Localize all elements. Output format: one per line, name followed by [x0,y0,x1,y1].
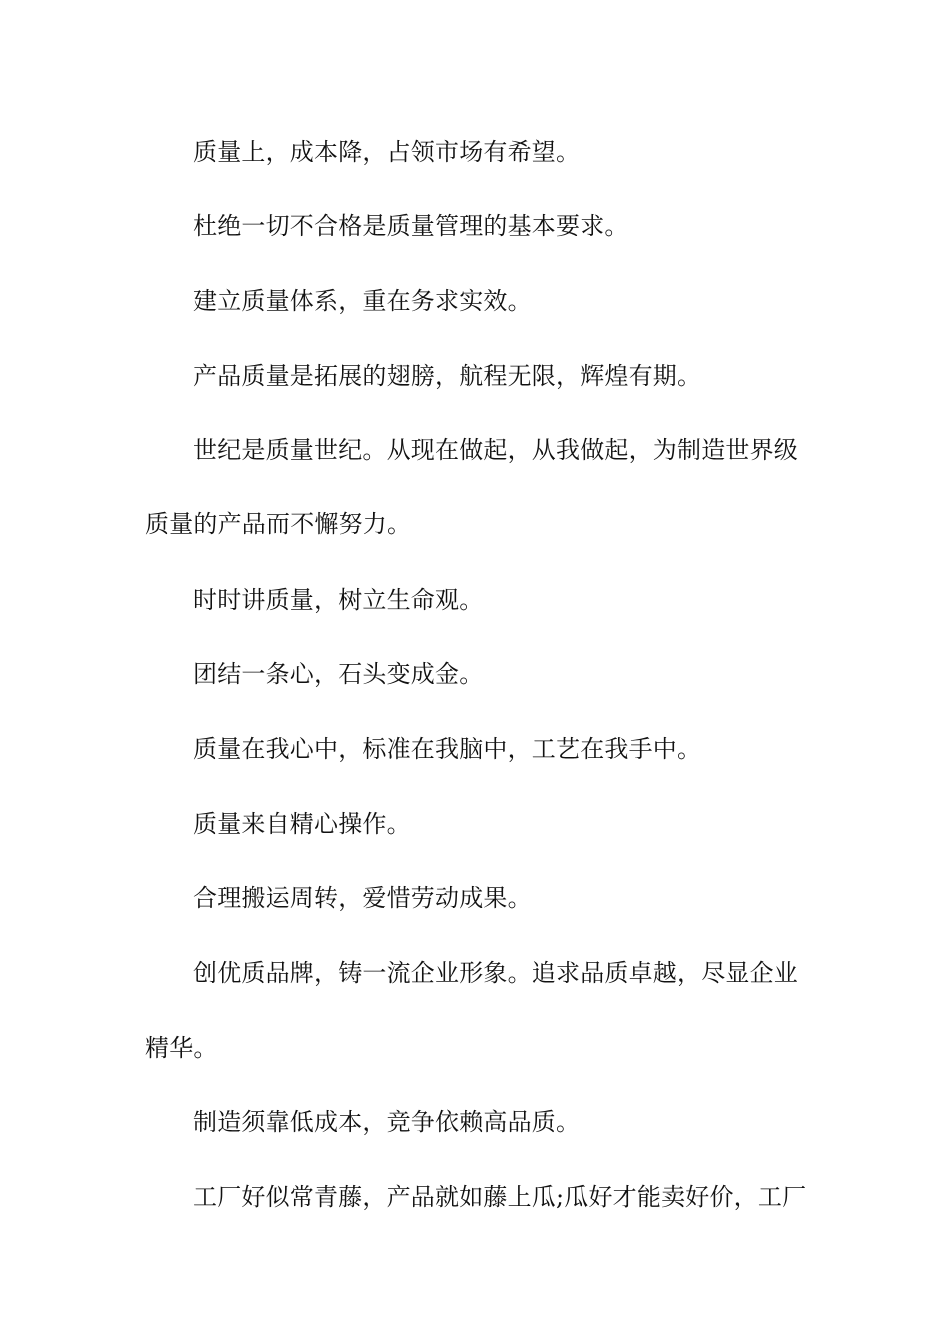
text-line: 建立质量体系，重在务求实效。 [193,287,532,315]
text-line: 质量来自精心操作。 [193,810,411,838]
text-line: 时时讲质量，树立生命观。 [193,586,484,614]
text-line: 杜绝一切不合格是质量管理的基本要求。 [193,212,629,240]
text-line: 合理搬运周转，爱惜劳动成果。 [193,884,532,912]
text-line: 制造须靠低成本，竞争依赖高品质。 [193,1108,581,1136]
text-line: 质量在我心中，标准在我脑中，工艺在我手中。 [193,735,702,763]
text-line: 世纪是质量世纪。从现在做起，从我做起，为制造世界级 [193,436,798,464]
text-line: 工厂好似常青藤，产品就如藤上瓜;瓜好才能卖好价，工厂 [193,1183,807,1211]
text-line: 创优质品牌，铸一流企业形象。追求品质卓越，尽显企业 [193,959,798,987]
text-line: 产品质量是拓展的翅膀，航程无限，辉煌有期。 [193,362,702,390]
text-line: 质量上，成本降，占领市场有希望。 [193,138,581,166]
text-line: 精华。 [145,1034,218,1062]
text-line: 团结一条心，石头变成金。 [193,660,484,688]
text-line: 质量的产品而不懈努力。 [145,510,412,538]
